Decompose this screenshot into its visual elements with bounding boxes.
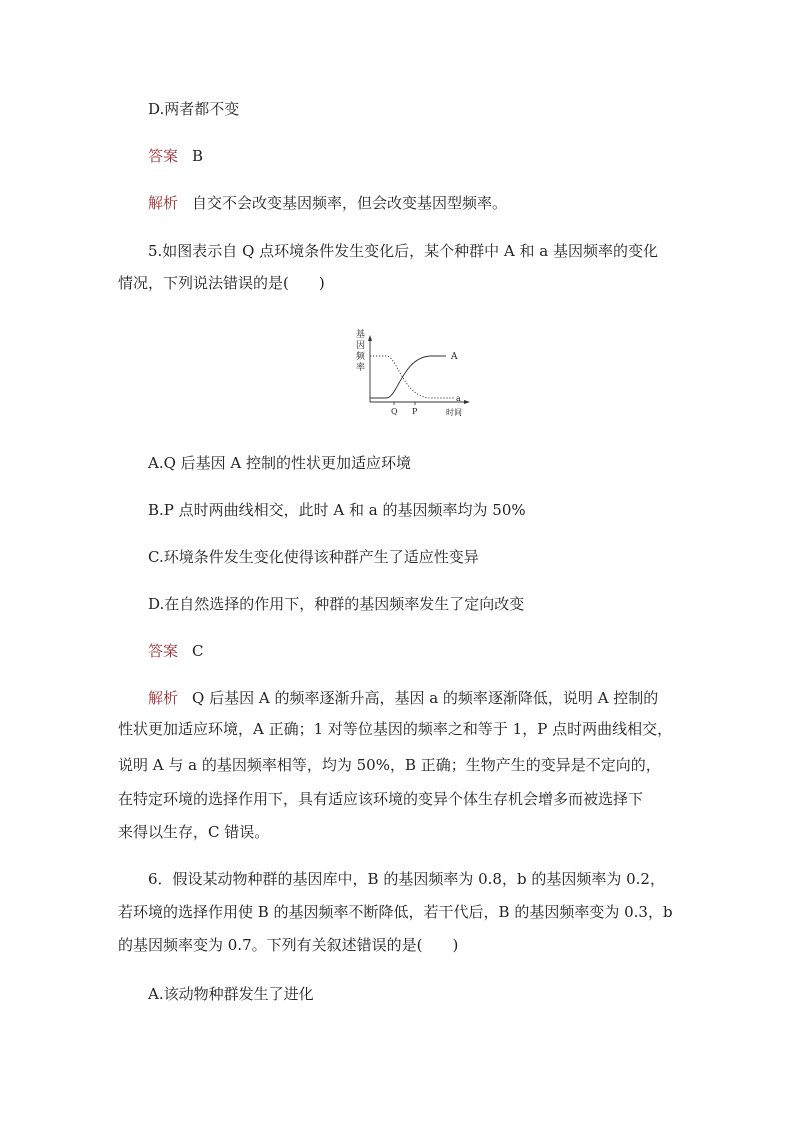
xlabel: 时间 [446,408,462,417]
ylabel-char: 基 [356,330,366,340]
analysis-text: Q 后基因 A 的频率逐渐升高，基因 a 的频率逐渐降低，说明 A 控制的 [192,689,659,707]
q6-option-a: A.该动物种群发生了进化 [148,985,314,1003]
curve-a [370,356,454,398]
q5-option-a: A.Q 后基因 A 控制的性状更加适应环境 [148,454,412,472]
analysis-text: 自交不会改变基因频率，但会改变基因型频率。 [192,194,508,212]
q5-stem-line2: 情况，下列说法错误的是( ) [118,274,325,292]
q5-option-d: D.在自然选择的作用下，种群的基因频率发生了定向改变 [148,595,525,613]
answer-label: 答案 [148,147,179,165]
tick-p-label: P [412,407,418,416]
q5-analysis-line1 [148,687,658,709]
q4-analysis-line [148,192,507,214]
analysis-label: 解析 [148,194,179,212]
curve-A-label: A [451,352,458,362]
y-axis-arrow [368,335,372,341]
answer-label: 答案 [148,642,179,660]
gene-frequency-figure [348,326,472,420]
answer-value: B [192,147,204,165]
q5-analysis-line2: 性状更加适应环境，A 正确；1 对等位基因的频率之和等于 1，P 点时两曲线相交， [118,720,673,738]
q5-answer-line [148,640,204,662]
q5-analysis-line4: 在特定环境的选择作用下，具有适应该环境的变异个体生存机会增多而被选择下 [118,790,644,808]
q5-option-c: C.环境条件发生变化使得该种群产生了适应性变异 [148,548,479,566]
q6-stem-line1: 6．假设某动物种群的基因库中，B 的基因频率为 0.8，b 的基因频率为 0.2， [148,870,665,888]
curve-a-label: a [456,394,461,403]
q6-stem-line3: 的基因频率变为 0.7。下列有关叙述错误的是( ) [118,936,459,954]
ylabel-char: 因 [356,341,366,351]
q5-analysis-line5: 来得以生存，C 错误。 [118,823,270,841]
q4-option-d: D.两者都不变 [148,100,240,118]
x-axis-arrow [464,400,470,404]
q5-option-b: B.P 点时两曲线相交，此时 A 和 a 的基因频率均为 50% [148,501,526,519]
answer-value: C [192,642,204,660]
q6-stem-line2: 若环境的选择作用使 B 的基因频率不断降低，若干代后，B 的基因频率变为 0.3，b [118,903,673,921]
q5-stem-line1: 5.如图表示自 Q 点环境条件发生变化后，某个种群中 A 和 a 基因频率的变化 [148,242,658,260]
ylabel-char: 频 [356,352,366,362]
analysis-label: 解析 [148,689,179,707]
q4-answer-line [148,145,203,167]
ylabel-char: 率 [356,363,366,373]
q5-analysis-line3: 说明 A 与 a 的基因频率相等，均为 50%，B 正确；生物产生的变异是不定向的， [118,756,661,774]
curve-A [370,356,446,398]
tick-q-label: Q [391,407,398,416]
